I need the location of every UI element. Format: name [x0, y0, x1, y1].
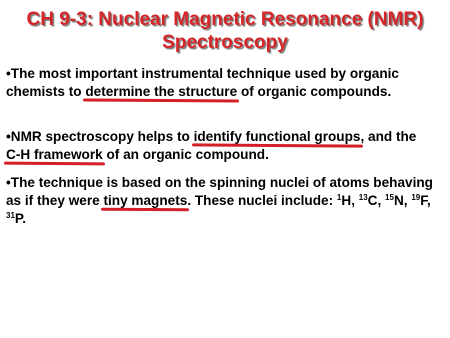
bullet-text: of organic compounds. [237, 84, 392, 99]
list-separator: , [427, 193, 431, 208]
nucleus-symbol: F [420, 193, 428, 208]
title-line-1: CH 9-3: Nuclear Magnetic Resonance (NMR) [26, 9, 424, 30]
bullet-text: . [22, 211, 27, 226]
bullet-text: . These nuclei include: [187, 193, 337, 208]
bullet-marker: • [6, 129, 11, 144]
highlight-ch-framework: C-H framework [6, 147, 103, 162]
nucleus-symbol: C [367, 193, 378, 208]
title-line-2: Spectroscopy [162, 32, 288, 53]
highlight-tiny-magnets: tiny magnets [103, 193, 188, 208]
bullet-text: The most important instrumental technique used by organic chemists to [6, 66, 399, 99]
highlight-determine-structure: determine the structure [85, 84, 238, 99]
nucleus-symbol: P [14, 211, 23, 226]
bullet-functional-groups [6, 128, 441, 164]
list-separator: , [403, 193, 412, 208]
nucleus-mass-number: 31 [6, 211, 15, 220]
nucleus-mass-number: 15 [385, 193, 394, 202]
bullet-tiny-magnets [6, 174, 441, 228]
bullet-text: , and the [360, 129, 417, 144]
nucleus-symbol: H [341, 193, 352, 208]
nucleus-mass-number: 1 [336, 193, 342, 202]
bullet-marker: • [6, 175, 11, 190]
list-separator: , [351, 193, 359, 208]
list-separator: , [377, 193, 386, 208]
slide-title [0, 8, 450, 54]
nucleus-mass-number: 13 [358, 193, 368, 202]
bullet-text: The technique is based on the spinning nuclei of atoms behaving as if they were [6, 175, 433, 208]
bullet-text: of an organic compound. [102, 147, 269, 162]
bullet-marker: • [6, 66, 11, 81]
highlight-functional-groups: identify functional groups [193, 129, 361, 144]
nucleus-mass-number: 19 [411, 193, 421, 202]
nucleus-symbol: N [393, 193, 404, 208]
bullet-structure-determination [6, 65, 441, 101]
bullet-text: NMR spectroscopy helps to [10, 129, 194, 144]
